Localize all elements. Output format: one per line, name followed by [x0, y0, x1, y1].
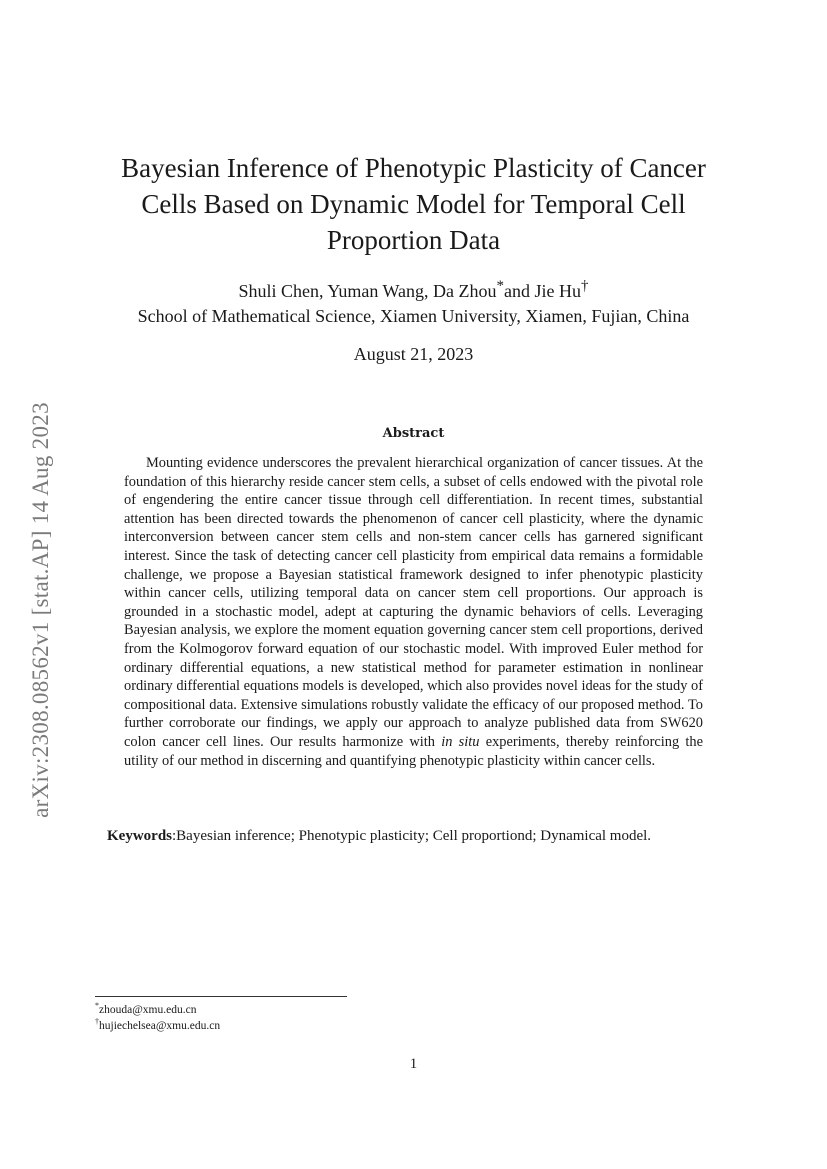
page-number: 1: [409, 1056, 418, 1072]
author-affiliation: School of Mathematical Science, Xiamen University, Xiamen, Fujian, China: [137, 306, 690, 326]
footnote-email-link[interactable]: zhouda@xmu.edu.cn: [99, 1004, 197, 1016]
abstract-text-part2: experiments, thereby reinforcing the utility of our method in discerning and quantifying phenotypic plasticity within cancer cells.: [124, 733, 704, 769]
arxiv-identifier-stamp: arXiv:2308.08562v1 [stat.AP] 14 Aug 2023: [28, 402, 53, 818]
author-list: [80, 279, 747, 303]
publication-date: August 21, 2023: [353, 344, 474, 364]
footnote-divider: [95, 996, 347, 997]
footnote-mark: †: [95, 1017, 99, 1027]
keywords-label: Keywords: [107, 828, 172, 844]
keywords-text: :Bayesian inference; Phenotypic plasticity; Cell proportiond; Dynamical model.: [172, 828, 652, 844]
keywords-line: [107, 826, 767, 846]
author-footnote-mark-2[interactable]: †: [581, 278, 589, 294]
footnotes: [95, 1002, 595, 1034]
abstract-body: [124, 454, 703, 770]
author-names-part2: and Jie Hu: [504, 281, 581, 301]
abstract-heading: Abstract: [382, 426, 445, 441]
footnote-email-link[interactable]: hujiechelsea@xmu.edu.cn: [99, 1020, 221, 1032]
paper-title: Bayesian Inference of Phenotypic Plasticity of Cancer Cells Based on Dynamic Model for Temporal Cell Proportion Data: [121, 153, 706, 255]
footnote-item: [95, 1018, 595, 1034]
author-names-part1: Shuli Chen, Yuman Wang, Da Zhou: [238, 281, 497, 301]
footnote-mark: *: [95, 1001, 99, 1011]
abstract-text-part1: Mounting evidence underscores the prevalent hierarchical organization of cancer tissues. At the foundation of this hierarchy reside cancer stem cells, a subset of cells endowed with the pivotal role of engendering the entire cancer tissue through cell differentiation. In recent times, substantial attention has been directed towards the phenomenon of cancer cell plasticity, where the dynamic interconversion between cancer stem cells and non-stem cancer cells has garnered significant interest. Since the task of detecting cancer cell plasticity from empirical data remains a formidable challenge, we propose a Bayesian statistical framework designed to infer phenotypic plasticity within cancer cells, utilizing temporal data on cancer stem cell proportions. Our approach is grounded in a stochastic model, adept at capturing the dynamic behaviors of cells. Leveraging Bayesian analysis, we explore the moment equation governing cancer stem cell proportions, derived from the Kolmogorov forward equation of our stochastic model. With improved Euler method for ordinary differential equations, a new statistical method for parameter estimation in nonlinear ordinary differential equations models is developed, which also provides novel ideas for the study of compositional data. Extensive simulations robustly validate the efficacy of our proposed method. To further corroborate our findings, we apply our approach to analyze published data from SW620 colon cancer cell lines. Our results harmonize with: [124, 455, 703, 750]
footnote-item: [95, 1002, 595, 1018]
abstract-italic-term: in situ: [441, 733, 480, 750]
author-footnote-mark-1[interactable]: *: [496, 278, 505, 294]
